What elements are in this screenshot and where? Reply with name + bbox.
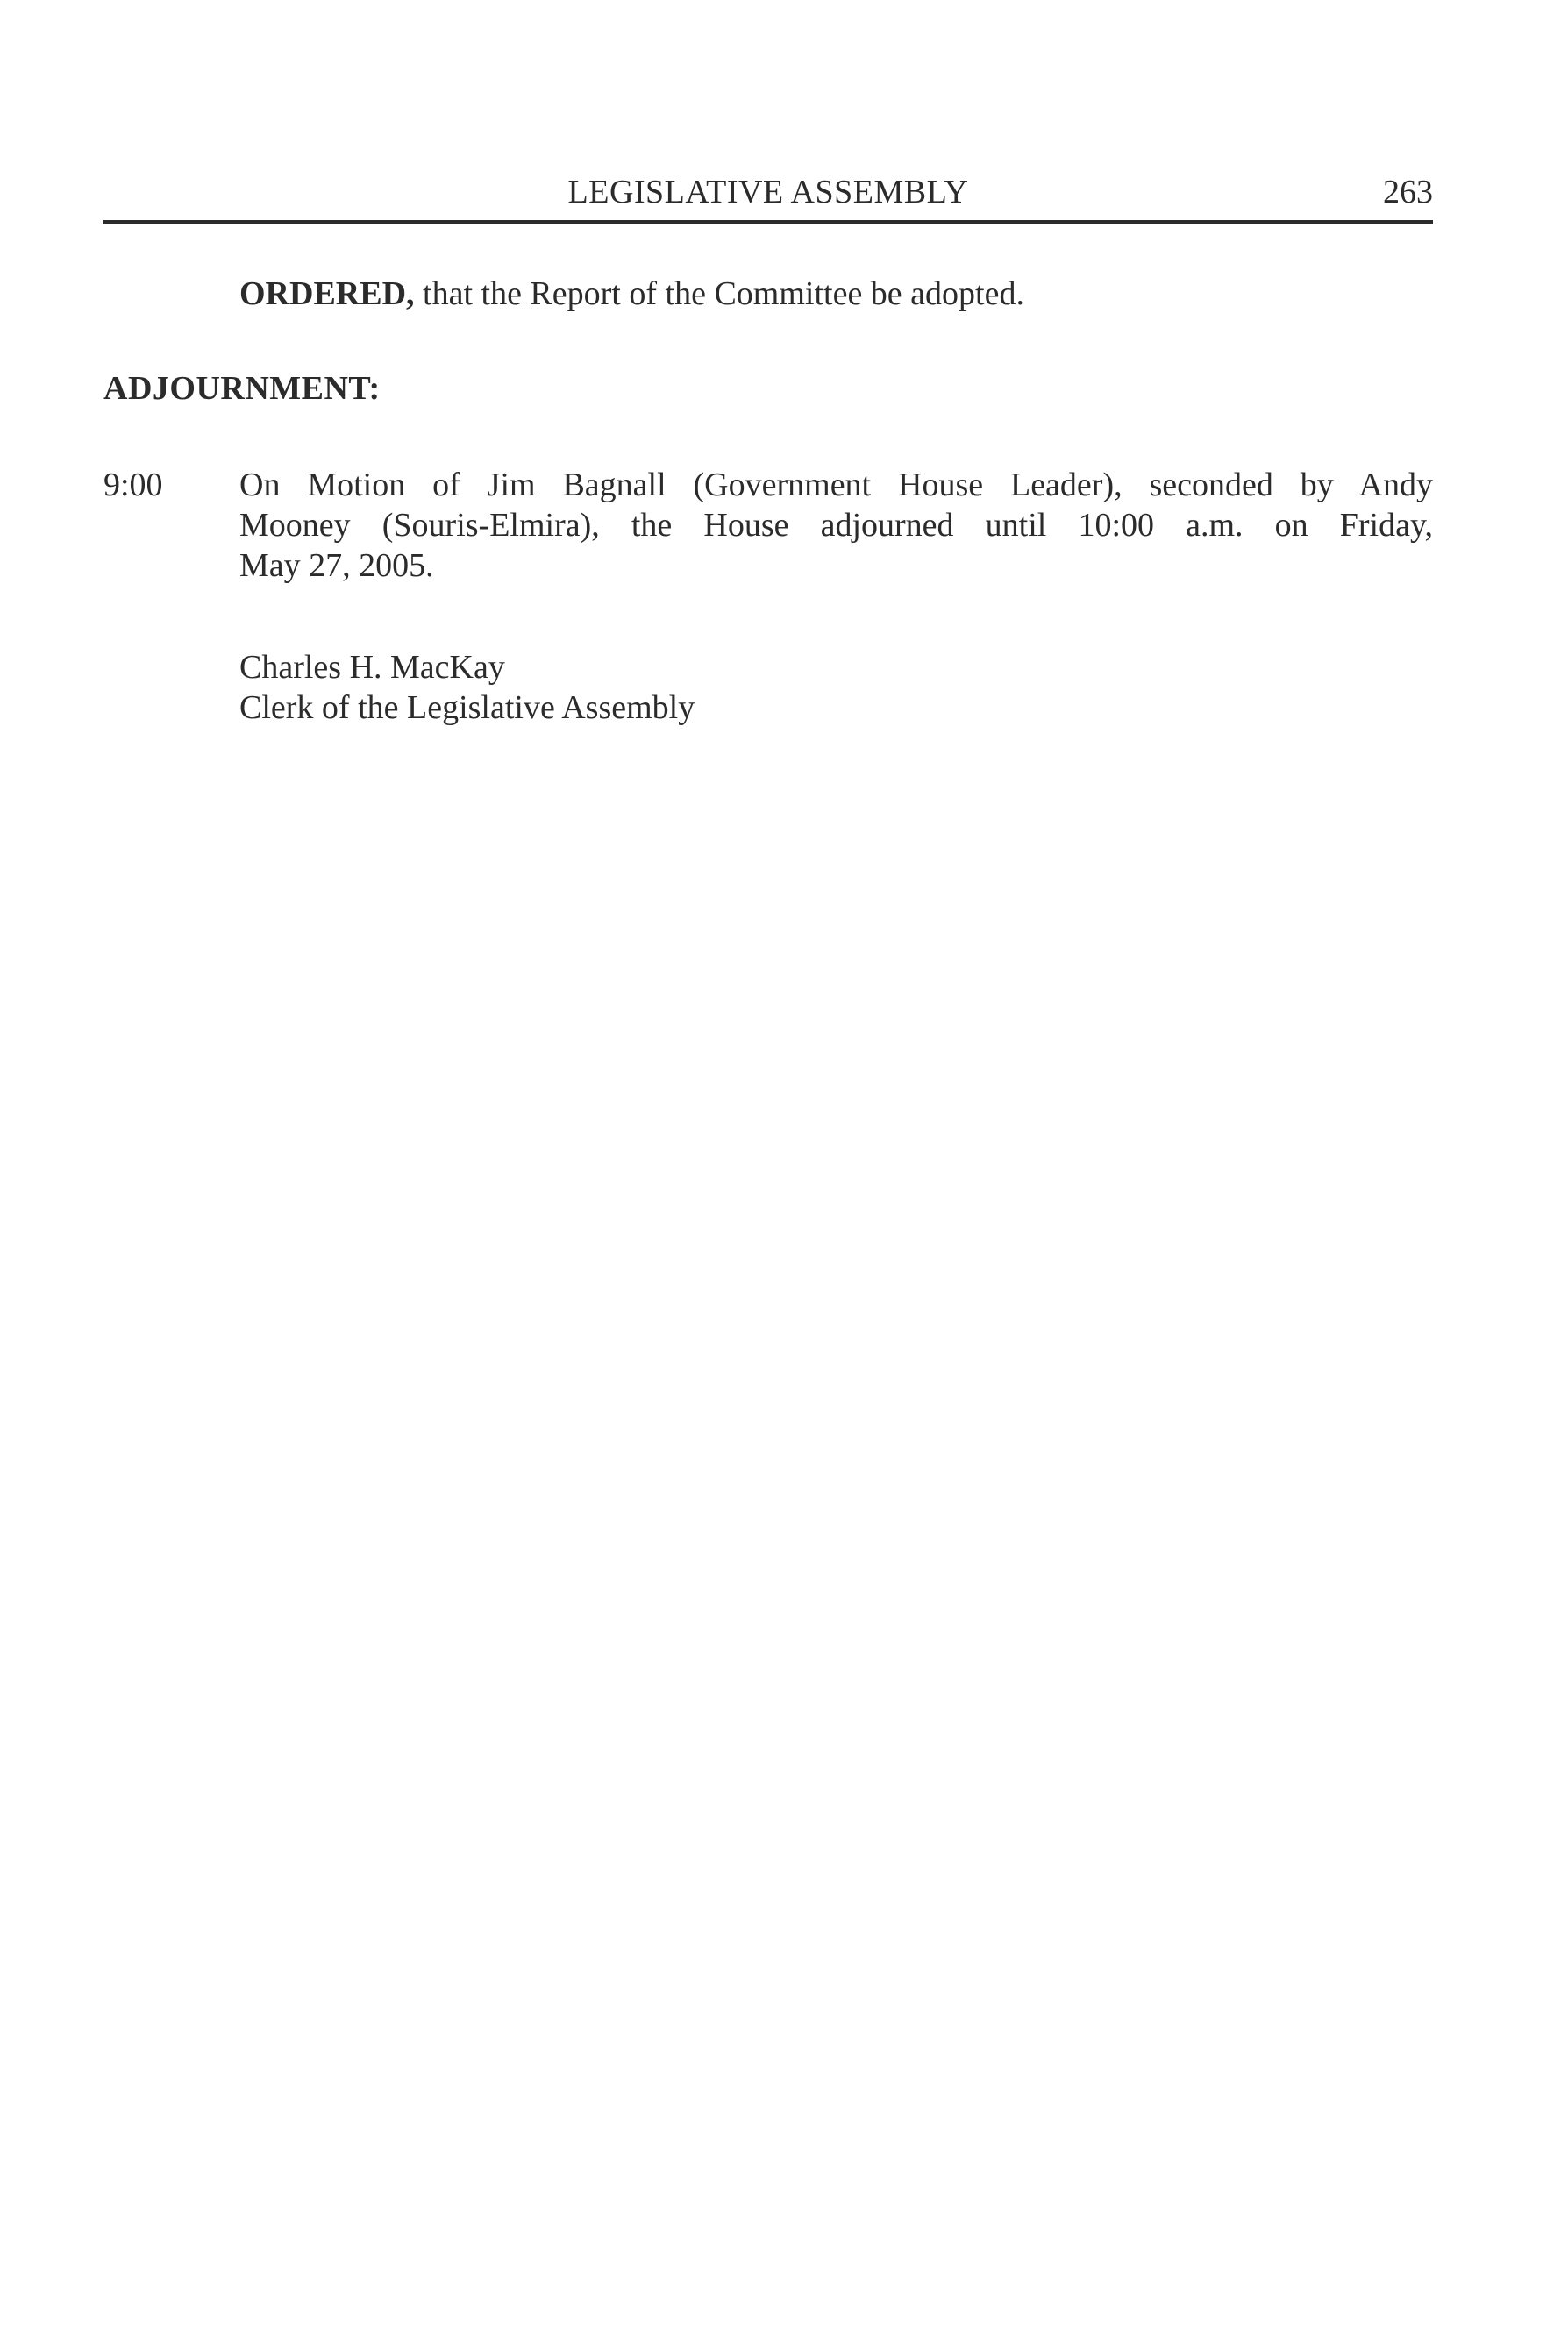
ordered-paragraph: [239, 274, 1024, 314]
ordered-text: that the Report of the Committee be adopted.: [414, 275, 1024, 312]
entry-time: 9:00: [103, 466, 163, 503]
adjournment-heading: ADJOURNMENT:: [103, 370, 381, 407]
page-header: [103, 172, 1433, 228]
adjournment-motion-text: [239, 465, 1433, 586]
motion-line-3: May 27, 2005.: [239, 547, 434, 584]
header-rule: [103, 220, 1433, 224]
motion-line-2: Mooney (Souris-Elmira), the House adjourned until 10:00 a.m. on Friday,: [239, 507, 1433, 544]
page-number: 263: [1383, 174, 1433, 210]
signatory-title: Clerk of the Legislative Assembly: [239, 689, 695, 726]
signature-block: [239, 647, 695, 728]
signatory-name: Charles H. MacKay: [239, 649, 505, 686]
running-header-title: LEGISLATIVE ASSEMBLY: [567, 174, 969, 210]
ordered-keyword: ORDERED,: [239, 275, 415, 312]
motion-line-1: On Motion of Jim Bagnall (Government House Leader), seconded by Andy: [239, 466, 1433, 503]
